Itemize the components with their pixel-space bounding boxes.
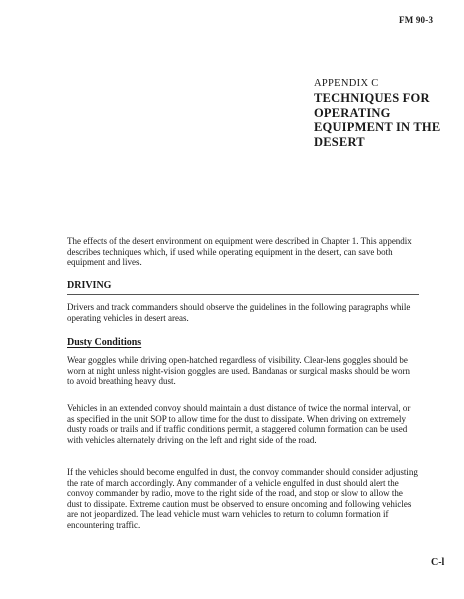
dusty-paragraph-3: If the vehicles should become engulfed in dust, the convoy commander should consider adjusting the rate of march accordingly. Any commander of a vehicle engulfed in dust should alert the convoy commander by radio, move to the right side of the road, and stop or slow to allow the dust to dissipate. Extreme caution must be observed to ensure oncoming and following vehicles are not jeopardized. The lead vehicle must warn vehicles to return to column formation if encountering traffic. xyxy=(67,467,418,530)
dusty-paragraph-1: Wear goggles while driving open-hatched regardless of visibility. Clear-lens goggles should be worn at night unless night-vision goggles are used. Bandanas or surgical masks should be worn to avoid breathing heavy dust. xyxy=(67,355,411,387)
driving-heading-rule xyxy=(67,294,419,295)
dusty-paragraph-2: Vehicles in an extended convoy should maintain a dust distance of twice the normal interval, or as specified in the unit SOP to allow time for the dust to dissipate. When driving on extremely dusty roads or trails and if traffic conditions permit, a staggered column formation can be used with vehicles alternately driving on the left and right side of the road. xyxy=(67,403,411,445)
driving-paragraph: Drivers and track commanders should observe the guidelines in the following paragraphs while operating vehicles in desert areas. xyxy=(67,302,411,323)
driving-heading: DRIVING xyxy=(67,280,112,291)
document-code: FM 90-3 xyxy=(399,15,434,25)
dusty-conditions-heading: Dusty Conditions xyxy=(67,337,142,348)
page-number: C-l xyxy=(431,557,445,568)
appendix-title: TECHNIQUES FOR OPERATING EQUIPMENT IN THE DESERT xyxy=(314,91,441,149)
appendix-label: APPENDIX C xyxy=(314,78,379,89)
intro-paragraph: The effects of the desert environment on equipment were described in Chapter 1. This appendix describes techniques which, if used while operating equipment in the desert, can save both equipment and lives. xyxy=(67,236,412,268)
